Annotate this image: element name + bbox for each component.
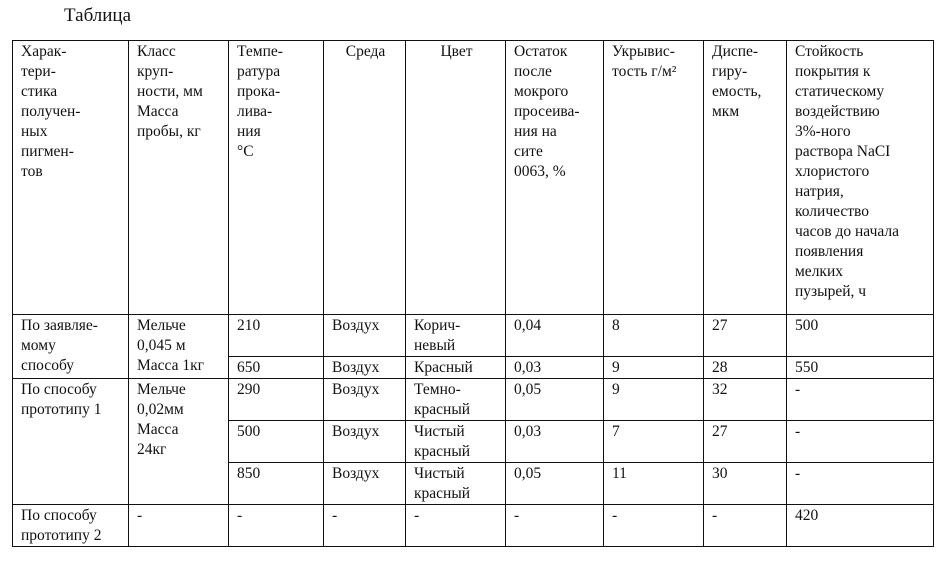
color-cell: - bbox=[406, 505, 506, 547]
temperature-cell: 500 bbox=[229, 421, 324, 463]
dispersity-cell: 27 bbox=[704, 421, 787, 463]
dispersity-cell: 27 bbox=[704, 315, 787, 357]
resistance-cell: 500 bbox=[787, 315, 934, 357]
dispersity-cell: 28 bbox=[704, 357, 787, 379]
hiding-cell: 9 bbox=[604, 357, 704, 379]
color-cell: Чистый красный bbox=[406, 421, 506, 463]
medium-cell: - bbox=[324, 505, 406, 547]
size-class-cell: Мельче 0,02мм Масса 24кг bbox=[129, 379, 229, 505]
resistance-cell: - bbox=[787, 421, 934, 463]
table-row bbox=[13, 505, 934, 547]
color-cell: Темно- красный bbox=[406, 379, 506, 421]
medium-cell: Воздух bbox=[324, 315, 406, 357]
header-medium: Среда bbox=[324, 41, 406, 315]
table-row bbox=[13, 379, 934, 421]
medium-cell: Воздух bbox=[324, 379, 406, 421]
residue-cell: 0,03 bbox=[506, 421, 604, 463]
row-label: По способу прототипу 1 bbox=[13, 379, 129, 505]
medium-cell: Воздух bbox=[324, 357, 406, 379]
color-cell: Красный bbox=[406, 357, 506, 379]
dispersity-cell: - bbox=[704, 505, 787, 547]
size-class-cell: Мельче 0,045 м Масса 1кг bbox=[129, 315, 229, 379]
hiding-cell: 8 bbox=[604, 315, 704, 357]
header-dispersity: Диспе- гиру- емость, мкм bbox=[704, 41, 787, 315]
hiding-cell: 9 bbox=[604, 379, 704, 421]
header-resistance: Стойкость покрытия к статическому воздействию 3%-ного раствора NaCI хлористого натрия, количество часов до начала появления мелких пузырей, ч bbox=[787, 41, 934, 315]
color-cell: Корич- невый bbox=[406, 315, 506, 357]
row-label: По способу прототипу 2 bbox=[13, 505, 129, 547]
residue-cell: - bbox=[506, 505, 604, 547]
dispersity-cell: 32 bbox=[704, 379, 787, 421]
header-size-class: Класс круп- ности, мм Масса пробы, кг bbox=[129, 41, 229, 315]
hiding-cell: - bbox=[604, 505, 704, 547]
temperature-cell: - bbox=[229, 505, 324, 547]
table-caption: Таблица bbox=[64, 5, 132, 26]
residue-cell: 0,05 bbox=[506, 379, 604, 421]
header-temperature: Темпе- ратура прока- лива- ния °С bbox=[229, 41, 324, 315]
pigment-properties-table bbox=[12, 40, 934, 547]
medium-cell: Воздух bbox=[324, 463, 406, 505]
resistance-cell: - bbox=[787, 379, 934, 421]
size-class-cell: - bbox=[129, 505, 229, 547]
header-row bbox=[13, 41, 934, 315]
dispersity-cell: 30 bbox=[704, 463, 787, 505]
hiding-cell: 7 bbox=[604, 421, 704, 463]
header-characteristic: Харак- тери- стика получен- ных пигмен- тов bbox=[13, 41, 129, 315]
temperature-cell: 650 bbox=[229, 357, 324, 379]
header-color: Цвет bbox=[406, 41, 506, 315]
header-residue: Остаток после мокрого просеива- ния на сите 0063, % bbox=[506, 41, 604, 315]
residue-cell: 0,03 bbox=[506, 357, 604, 379]
row-label: По заявляе- мому способу bbox=[13, 315, 129, 379]
header-hiding-power: Укрывис- тость г/м² bbox=[604, 41, 704, 315]
residue-cell: 0,04 bbox=[506, 315, 604, 357]
resistance-cell: 420 bbox=[787, 505, 934, 547]
color-cell: Чистый красный bbox=[406, 463, 506, 505]
table-row bbox=[13, 315, 934, 357]
residue-cell: 0,05 bbox=[506, 463, 604, 505]
resistance-cell: 550 bbox=[787, 357, 934, 379]
medium-cell: Воздух bbox=[324, 421, 406, 463]
temperature-cell: 290 bbox=[229, 379, 324, 421]
resistance-cell: - bbox=[787, 463, 934, 505]
hiding-cell: 11 bbox=[604, 463, 704, 505]
temperature-cell: 850 bbox=[229, 463, 324, 505]
temperature-cell: 210 bbox=[229, 315, 324, 357]
